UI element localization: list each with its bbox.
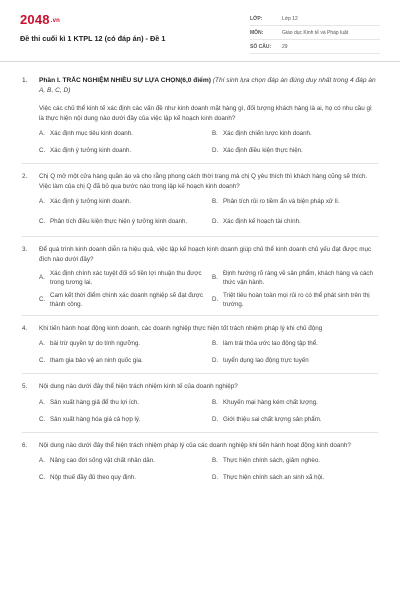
option-text: Sản xuất hàng hóa giá cả hợp lý. xyxy=(50,415,141,423)
option-text: Phân tích rủi ro tiềm ẩn và biện pháp xử lí. xyxy=(223,198,340,206)
section-title: Phần I. TRẮC NGHIỆM NHIỀU SỰ LỰA CHỌN(6,0 điểm) xyxy=(39,77,211,84)
option-b[interactable] xyxy=(212,394,385,411)
option-letter: C. xyxy=(39,474,46,482)
answer-options xyxy=(39,193,378,232)
option-text: Triệt tiêu hoàn toàn mọi rủi ro có thể phát sinh trên thị trường. xyxy=(223,291,370,308)
answer-options xyxy=(39,335,378,369)
meta-row-class xyxy=(250,12,380,26)
option-text: bài trừ quyền tự do tính ngưỡng. xyxy=(50,340,141,348)
option-text: Xác định ý tưởng kinh doanh. xyxy=(50,198,132,206)
option-letter: A. xyxy=(39,274,45,282)
meta-key: SỐ CÂU: xyxy=(250,43,272,50)
option-letter: B. xyxy=(212,457,218,465)
option-d[interactable] xyxy=(212,411,385,428)
option-letter: C. xyxy=(39,415,46,423)
question-6 xyxy=(22,441,378,487)
option-text: Xác định chính xác tuyệt đối số tiền lợi nhuận thu được trong tương lai. xyxy=(50,269,202,286)
option-a[interactable] xyxy=(39,335,212,352)
question-4 xyxy=(22,324,378,375)
option-a[interactable] xyxy=(39,125,212,142)
option-d[interactable] xyxy=(212,210,385,232)
option-c[interactable] xyxy=(39,289,212,311)
option-letter: D. xyxy=(212,357,219,365)
question-stem-row xyxy=(22,324,378,334)
option-c[interactable] xyxy=(39,352,212,369)
option-letter: B. xyxy=(212,340,218,348)
option-letter: C. xyxy=(39,296,46,304)
option-letter: D. xyxy=(212,474,219,482)
option-letter: D. xyxy=(212,415,219,423)
answer-options xyxy=(39,394,378,428)
option-b[interactable] xyxy=(212,452,385,469)
section-header xyxy=(22,76,378,96)
logo-tld: .vn xyxy=(50,18,61,24)
answer-options xyxy=(39,125,378,159)
question-stem-row xyxy=(22,441,378,451)
option-letter: A. xyxy=(39,198,45,206)
option-d[interactable] xyxy=(212,142,385,159)
option-text: Phân tích điều kiện thực hiện ý tưởng kinh doanh. xyxy=(50,217,188,225)
meta-key: MÔN: xyxy=(250,29,264,36)
question-stem-row xyxy=(22,245,378,264)
option-c[interactable] xyxy=(39,469,212,486)
option-letter: D. xyxy=(212,217,219,225)
option-text: Thực hiện chính sách, giảm nghèo. xyxy=(223,457,321,465)
option-text: Định hướng rõ ràng về sản phẩm, khách hàng và cách thức vận hành. xyxy=(223,269,373,286)
option-c[interactable] xyxy=(39,210,212,232)
question-stem: Khi tiến hành hoạt động kinh doanh, các doanh nghiệp thực hiện tốt trách nhiệm pháp lý khi chủ động xyxy=(39,324,323,332)
question-stem-row xyxy=(22,382,378,392)
option-letter: B. xyxy=(212,198,218,206)
option-text: Cam kết thời điểm chính xác doanh nghiệp sẽ đạt được thành công. xyxy=(50,291,203,308)
section-number: 1. xyxy=(22,77,28,84)
option-letter: C. xyxy=(39,357,46,365)
divider xyxy=(22,373,378,374)
question-number: 4. xyxy=(22,324,28,332)
question-number: 5. xyxy=(22,383,28,391)
question-5 xyxy=(22,382,378,433)
option-b[interactable] xyxy=(212,335,385,352)
meta-row-subject xyxy=(250,26,380,40)
question-stem: Nội dung nào dưới đây thể hiện trách nhiệm pháp lý của các doanh nghiệp khi tiến hành hoạt động kinh doanh? xyxy=(39,441,351,449)
meta-key: LỚP: xyxy=(250,15,263,22)
option-b[interactable] xyxy=(212,125,385,142)
option-a[interactable] xyxy=(39,193,212,210)
meta-value: Giáo dục Kinh tế và Pháp luật xyxy=(282,29,349,36)
option-letter: B. xyxy=(212,130,218,138)
question-stem: Nội dung nào dưới đây thể hiện trách nhiệm kinh tế của doanh nghiệp? xyxy=(39,383,238,391)
question-number: 2. xyxy=(22,173,28,181)
question-2 xyxy=(22,172,378,237)
option-a[interactable] xyxy=(39,452,212,469)
question-number: 6. xyxy=(22,441,28,449)
section-body xyxy=(39,76,378,96)
option-letter: B. xyxy=(212,398,218,406)
option-letter: C. xyxy=(39,217,46,225)
option-text: Nâng cao đời sống vật chất nhân dân. xyxy=(50,457,155,465)
divider xyxy=(22,432,378,433)
option-text: Xác định điều kiện thực hiện. xyxy=(223,147,303,155)
option-letter: A. xyxy=(39,457,45,465)
option-text: Nộp thuế đầy đủ theo quy định. xyxy=(50,474,137,482)
option-letter: C. xyxy=(39,147,46,155)
option-d[interactable] xyxy=(212,469,385,486)
logo-main: 2048 xyxy=(20,12,50,27)
option-d[interactable] xyxy=(212,352,385,369)
answer-options xyxy=(39,452,378,486)
option-text: Khuyến mại hàng kém chất lượng. xyxy=(223,398,318,406)
question-1 xyxy=(22,104,378,164)
divider xyxy=(22,163,378,164)
meta-value: 29 xyxy=(282,43,288,50)
option-a[interactable] xyxy=(39,267,212,289)
option-text: tham gia bảo vệ an ninh quốc gia. xyxy=(50,357,143,365)
option-text: Xác định kế hoạch tài chính. xyxy=(223,217,301,225)
document-header xyxy=(0,0,400,62)
question-stem: Để quá trình kinh doanh diễn ra hiệu quả, việc lập kế hoạch kinh doanh giúp chủ thể kinh doanh chủ yếu đạt được mục đích nào dưới đây? xyxy=(39,246,372,263)
exam-title: Đề thi cuối kì 1 KTPL 12 (có đáp án) - Đề 1 xyxy=(20,34,166,43)
option-letter: A. xyxy=(39,130,45,138)
site-logo[interactable] xyxy=(20,12,60,27)
exam-content xyxy=(22,76,378,486)
option-text: Xác định ý tưởng kinh doanh. xyxy=(50,147,132,155)
divider xyxy=(22,315,378,316)
option-text: làm trái thỏa ước lao động tập thể. xyxy=(223,340,318,348)
option-d[interactable] xyxy=(212,289,385,311)
exam-meta-table xyxy=(250,12,380,54)
option-text: Sản xuất hàng giả để thu lợi ích. xyxy=(50,398,140,406)
option-text: Giới thiệu sai chất lượng sản phẩm. xyxy=(223,415,322,423)
option-text: Thực hiện chính sách an sinh xã hội. xyxy=(223,474,325,482)
question-3 xyxy=(22,245,378,315)
divider xyxy=(22,236,378,237)
option-letter: D. xyxy=(212,147,219,155)
option-c[interactable] xyxy=(39,411,212,428)
meta-row-count xyxy=(250,40,380,54)
option-text: Xác định mục tiêu kinh doanh. xyxy=(50,130,133,138)
question-number: 3. xyxy=(22,246,28,254)
question-stem-row xyxy=(22,172,378,191)
option-text: Xác định chiến lược kinh doanh. xyxy=(223,130,312,138)
option-b[interactable] xyxy=(212,267,385,289)
answer-options xyxy=(39,267,378,311)
question-stem: Việc các chủ thể kinh tế xác định các vấn đề như kinh doanh mặt hàng gì, đối tượng khách hàng là ai, họ có nhu cầu gì là thực hiện nội dung nào dưới đây của việc lập kế hoạch kinh doanh? xyxy=(39,105,372,122)
option-letter: A. xyxy=(39,398,45,406)
section-note: (Thí sinh lựa chọn đáp án đúng duy nhất trong 4 đáp án A, B, C, D) xyxy=(39,77,376,94)
option-letter: B. xyxy=(212,274,218,282)
option-a[interactable] xyxy=(39,394,212,411)
question-stem: Chị Q mở một cửa hàng quần áo và cho rằng phong cách thời trang mà chị Q yêu thích thì khách hàng cũng sẽ thích. Việc làm của chị Q đã bỏ qua bước nào trong lập kế hoạch kinh doanh? xyxy=(39,173,368,190)
option-text: tuyển dụng lao động trực tuyến xyxy=(223,357,309,365)
option-letter: D. xyxy=(212,296,219,304)
option-b[interactable] xyxy=(212,193,385,210)
meta-value: Lớp 12 xyxy=(282,15,298,22)
option-letter: A. xyxy=(39,340,45,348)
option-c[interactable] xyxy=(39,142,212,159)
